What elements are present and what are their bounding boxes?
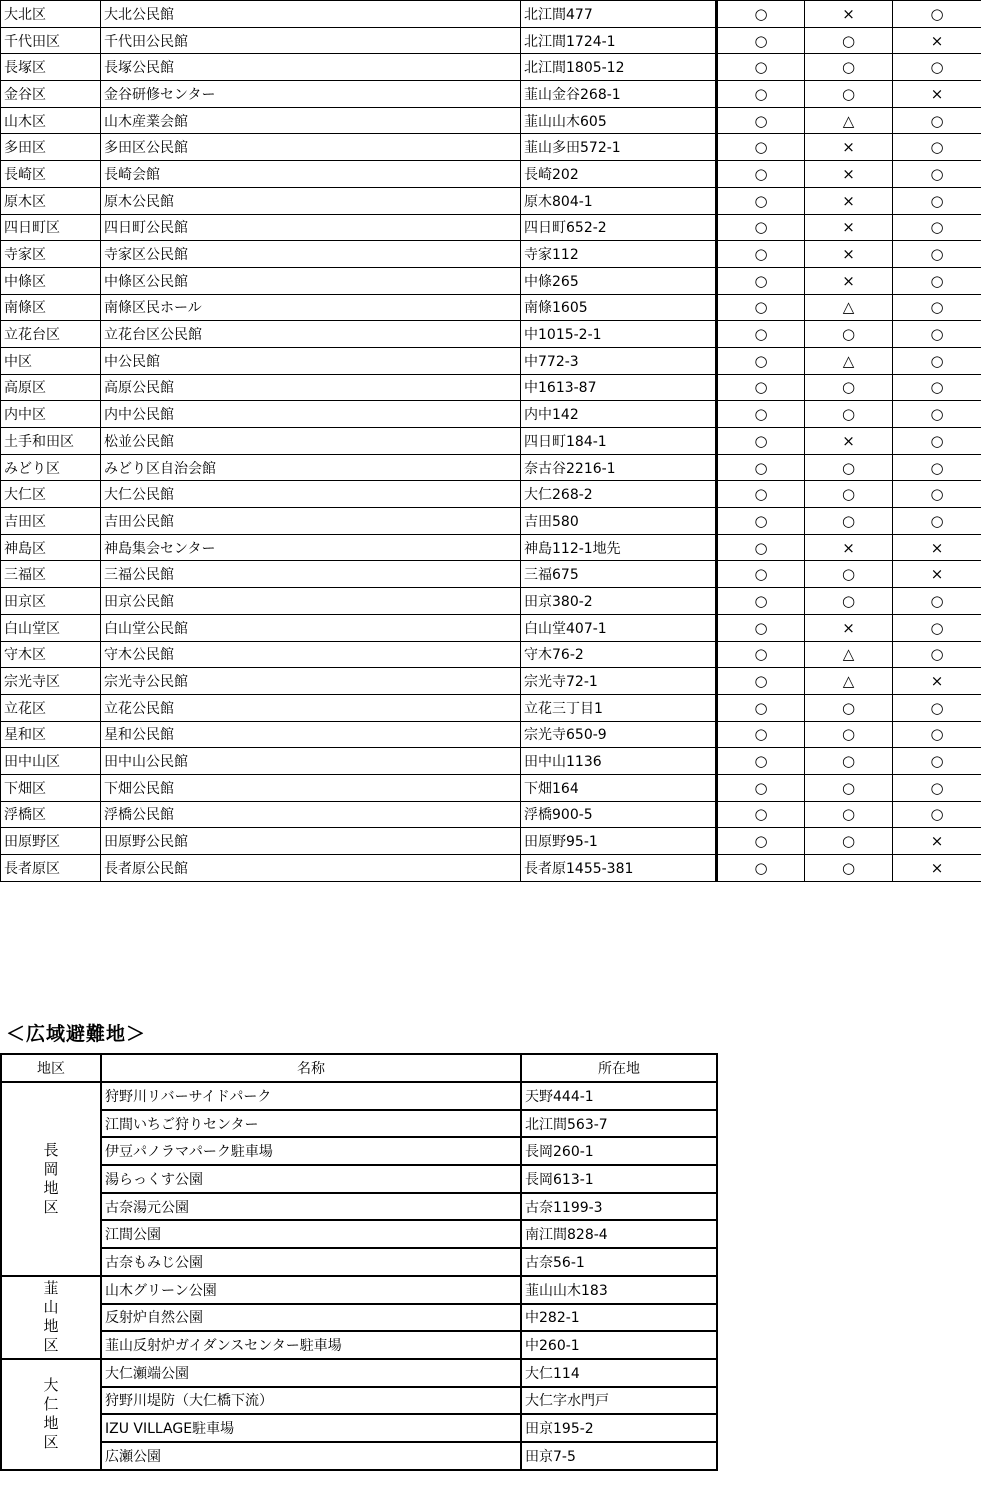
site-location-cell: 天野444-1: [521, 1082, 717, 1110]
mark-cell-2: ×: [805, 428, 893, 455]
mark-cell-3: ×: [893, 561, 981, 588]
mark-cell-1: ○: [717, 401, 805, 428]
mark-cell-3: ○: [893, 161, 981, 188]
mark-cell-2: ○: [805, 401, 893, 428]
table-row: [1, 694, 981, 721]
district-cell: 土手和田区: [1, 428, 101, 455]
mark-cell-1: ○: [717, 107, 805, 134]
address-cell: 中1015-2-1: [521, 321, 717, 348]
header-district: 地区: [1, 1054, 101, 1082]
mark-cell-2: ○: [805, 454, 893, 481]
address-cell: 宗光寺72-1: [521, 668, 717, 695]
mark-cell-1: ○: [717, 721, 805, 748]
mark-cell-2: ○: [805, 588, 893, 615]
address-cell: 神島112-1地先: [521, 534, 717, 561]
district-cell: 多田区: [1, 134, 101, 161]
facility-name-cell: 田京公民館: [101, 588, 521, 615]
mark-cell-3: ○: [893, 508, 981, 535]
facility-name-cell: 長者原公民館: [101, 855, 521, 882]
site-name-cell: IZU VILLAGE駐車場: [101, 1414, 521, 1442]
mark-cell-1: ○: [717, 347, 805, 374]
district-cell: 長崎区: [1, 161, 101, 188]
address-cell: 長崎202: [521, 161, 717, 188]
table-row: [1, 214, 981, 241]
district-cell: 田原野区: [1, 828, 101, 855]
mark-cell-1: ○: [717, 828, 805, 855]
mark-cell-3: ○: [893, 481, 981, 508]
header-location: 所在地: [521, 1054, 717, 1082]
mark-cell-1: ○: [717, 481, 805, 508]
district-label: 大仁地区: [43, 1376, 59, 1452]
mark-cell-2: ○: [805, 774, 893, 801]
mark-cell-1: ○: [717, 321, 805, 348]
mark-cell-2: ×: [805, 161, 893, 188]
address-cell: 田中山1136: [521, 748, 717, 775]
facility-name-cell: 守木公民館: [101, 641, 521, 668]
facility-name-cell: 三福公民館: [101, 561, 521, 588]
mark-cell-1: ○: [717, 508, 805, 535]
address-cell: 寺家112: [521, 241, 717, 268]
mark-cell-2: ×: [805, 134, 893, 161]
mark-cell-1: ○: [717, 588, 805, 615]
district-group-cell: [1, 1276, 101, 1359]
district-cell: 千代田区: [1, 27, 101, 54]
mark-cell-1: ○: [717, 294, 805, 321]
site-location-cell: 大仁字水門戸: [521, 1387, 717, 1415]
facility-name-cell: 長崎会館: [101, 161, 521, 188]
mark-cell-3: ○: [893, 241, 981, 268]
facility-name-cell: 原木公民館: [101, 187, 521, 214]
mark-cell-1: ○: [717, 454, 805, 481]
district-cell: 金谷区: [1, 81, 101, 108]
mark-cell-2: △: [805, 347, 893, 374]
mark-cell-2: ○: [805, 561, 893, 588]
site-location-cell: 南江間828-4: [521, 1220, 717, 1248]
mark-cell-3: ×: [893, 27, 981, 54]
mark-cell-2: △: [805, 668, 893, 695]
mark-cell-1: ○: [717, 267, 805, 294]
mark-cell-3: ○: [893, 588, 981, 615]
mark-cell-1: ○: [717, 374, 805, 401]
district-cell: 星和区: [1, 721, 101, 748]
table-row: [1, 454, 981, 481]
table-row: [1, 588, 981, 615]
mark-cell-1: ○: [717, 534, 805, 561]
mark-cell-3: ○: [893, 428, 981, 455]
mark-cell-1: ○: [717, 187, 805, 214]
table-row: [1, 1331, 717, 1359]
address-cell: 韮山多田572-1: [521, 134, 717, 161]
address-cell: 浮橋900-5: [521, 801, 717, 828]
district-cell: 中條区: [1, 267, 101, 294]
header-name: 名称: [101, 1054, 521, 1082]
table-row: [1, 1442, 717, 1470]
district-cell: 守木区: [1, 641, 101, 668]
address-cell: 北江間477: [521, 1, 717, 28]
district-label: 韮山地区: [43, 1279, 59, 1355]
district-cell: 原木区: [1, 187, 101, 214]
facility-name-cell: 内中公民館: [101, 401, 521, 428]
site-name-cell: 古奈湯元公園: [101, 1193, 521, 1221]
table-row: [1, 374, 981, 401]
mark-cell-2: ○: [805, 508, 893, 535]
mark-cell-2: ○: [805, 694, 893, 721]
mark-cell-2: ×: [805, 614, 893, 641]
site-location-cell: 長岡613-1: [521, 1165, 717, 1193]
table-row: [1, 1165, 717, 1193]
site-location-cell: 北江間563-7: [521, 1110, 717, 1138]
mark-cell-3: ○: [893, 374, 981, 401]
mark-cell-1: ○: [717, 54, 805, 81]
mark-cell-1: ○: [717, 428, 805, 455]
mark-cell-3: ○: [893, 54, 981, 81]
table-row: [1, 134, 981, 161]
address-cell: 田京380-2: [521, 588, 717, 615]
mark-cell-3: ○: [893, 641, 981, 668]
facility-name-cell: 田原野公民館: [101, 828, 521, 855]
mark-cell-1: ○: [717, 214, 805, 241]
table-row: [1, 534, 981, 561]
mark-cell-1: ○: [717, 748, 805, 775]
district-cell: 大仁区: [1, 481, 101, 508]
mark-cell-3: ○: [893, 401, 981, 428]
mark-cell-1: ○: [717, 694, 805, 721]
address-cell: 原木804-1: [521, 187, 717, 214]
mark-cell-3: ○: [893, 614, 981, 641]
table-row: [1, 1414, 717, 1442]
mark-cell-2: ×: [805, 534, 893, 561]
district-cell: 下畑区: [1, 774, 101, 801]
table-row: [1, 294, 981, 321]
mark-cell-2: ○: [805, 374, 893, 401]
mark-cell-1: ○: [717, 801, 805, 828]
table-row: [1, 27, 981, 54]
mark-cell-3: ○: [893, 321, 981, 348]
table-row: [1, 1220, 717, 1248]
table-row: [1, 161, 981, 188]
table-row: [1, 1387, 717, 1415]
table-row: [1, 855, 981, 882]
site-name-cell: 山木グリーン公園: [101, 1276, 521, 1304]
mark-cell-3: ○: [893, 294, 981, 321]
mark-cell-1: ○: [717, 614, 805, 641]
wide-area-header-row: [1, 1054, 717, 1082]
site-name-cell: 江間いちご狩りセンター: [101, 1110, 521, 1138]
address-cell: 宗光寺650-9: [521, 721, 717, 748]
address-cell: 内中142: [521, 401, 717, 428]
table-row: [1, 347, 981, 374]
address-cell: 白山堂407-1: [521, 614, 717, 641]
mark-cell-1: ○: [717, 774, 805, 801]
mark-cell-2: ○: [805, 54, 893, 81]
wide-area-table: [0, 1053, 718, 1471]
table-row: [1, 1359, 717, 1387]
table-row: [1, 1304, 717, 1332]
site-name-cell: 江間公園: [101, 1220, 521, 1248]
table-row: [1, 668, 981, 695]
district-cell: みどり区: [1, 454, 101, 481]
site-name-cell: 伊豆パノラマパーク駐車場: [101, 1137, 521, 1165]
district-label: 長岡地区: [43, 1140, 59, 1216]
shelter-table-body: [1, 1, 981, 882]
district-cell: 立花区: [1, 694, 101, 721]
mark-cell-2: ○: [805, 321, 893, 348]
site-name-cell: 狩野川リバーサイドパーク: [101, 1082, 521, 1110]
mark-cell-1: ○: [717, 241, 805, 268]
facility-name-cell: 星和公民館: [101, 721, 521, 748]
facility-name-cell: 白山堂公民館: [101, 614, 521, 641]
district-cell: 白山堂区: [1, 614, 101, 641]
table-row: [1, 508, 981, 535]
site-name-cell: 広瀬公園: [101, 1442, 521, 1470]
district-cell: 立花台区: [1, 321, 101, 348]
wide-area-table-body: [1, 1082, 717, 1470]
mark-cell-1: ○: [717, 81, 805, 108]
facility-name-cell: 千代田公民館: [101, 27, 521, 54]
site-location-cell: 古奈56-1: [521, 1248, 717, 1276]
facility-name-cell: 立花公民館: [101, 694, 521, 721]
mark-cell-1: ○: [717, 161, 805, 188]
mark-cell-2: ○: [805, 801, 893, 828]
facility-name-cell: 高原公民館: [101, 374, 521, 401]
facility-name-cell: 浮橋公民館: [101, 801, 521, 828]
district-cell: 三福区: [1, 561, 101, 588]
table-row: [1, 1082, 717, 1110]
section-title: ＜広域避難地＞: [6, 1023, 147, 1045]
mark-cell-2: ○: [805, 481, 893, 508]
mark-cell-1: ○: [717, 641, 805, 668]
mark-cell-3: ×: [893, 534, 981, 561]
table-row: [1, 1248, 717, 1276]
table-row: [1, 187, 981, 214]
facility-name-cell: 大北公民館: [101, 1, 521, 28]
facility-name-cell: 中公民館: [101, 347, 521, 374]
district-cell: 山木区: [1, 107, 101, 134]
mark-cell-3: ○: [893, 107, 981, 134]
address-cell: 田原野95-1: [521, 828, 717, 855]
district-cell: 宗光寺区: [1, 668, 101, 695]
mark-cell-3: ○: [893, 187, 981, 214]
district-cell: 高原区: [1, 374, 101, 401]
table-row: [1, 748, 981, 775]
mark-cell-2: ○: [805, 27, 893, 54]
facility-name-cell: 神島集会センター: [101, 534, 521, 561]
table-row: [1, 1, 981, 28]
mark-cell-1: ○: [717, 561, 805, 588]
site-name-cell: 狩野川堤防（大仁橋下流）: [101, 1387, 521, 1415]
facility-name-cell: 山木産業会館: [101, 107, 521, 134]
mark-cell-3: ○: [893, 748, 981, 775]
address-cell: 四日町184-1: [521, 428, 717, 455]
table-row: [1, 801, 981, 828]
district-cell: 田中山区: [1, 748, 101, 775]
address-cell: 長者原1455-381: [521, 855, 717, 882]
address-cell: 守木76-2: [521, 641, 717, 668]
mark-cell-3: ○: [893, 454, 981, 481]
table-row: [1, 54, 981, 81]
table-row: [1, 1137, 717, 1165]
table-row: [1, 641, 981, 668]
mark-cell-3: ○: [893, 347, 981, 374]
district-cell: 浮橋区: [1, 801, 101, 828]
facility-name-cell: 吉田公民館: [101, 508, 521, 535]
mark-cell-3: ○: [893, 1, 981, 28]
facility-name-cell: 寺家区公民館: [101, 241, 521, 268]
table-row: [1, 1193, 717, 1221]
district-group-cell: [1, 1082, 101, 1276]
district-cell: 大北区: [1, 1, 101, 28]
district-cell: 中区: [1, 347, 101, 374]
district-cell: 神島区: [1, 534, 101, 561]
facility-name-cell: 南條区民ホール: [101, 294, 521, 321]
mark-cell-2: ×: [805, 214, 893, 241]
table-row: [1, 481, 981, 508]
address-cell: 三福675: [521, 561, 717, 588]
facility-name-cell: 四日町公民館: [101, 214, 521, 241]
address-cell: 下畑164: [521, 774, 717, 801]
mark-cell-1: ○: [717, 27, 805, 54]
mark-cell-3: ○: [893, 214, 981, 241]
address-cell: 立花三丁目1: [521, 694, 717, 721]
address-cell: 四日町652-2: [521, 214, 717, 241]
district-cell: 内中区: [1, 401, 101, 428]
table-row: [1, 401, 981, 428]
mark-cell-3: ○: [893, 721, 981, 748]
mark-cell-1: ○: [717, 855, 805, 882]
district-group-cell: [1, 1359, 101, 1470]
site-name-cell: 韮山反射炉ガイダンスセンター駐車場: [101, 1331, 521, 1359]
district-cell: 長塚区: [1, 54, 101, 81]
facility-name-cell: 長塚公民館: [101, 54, 521, 81]
table-row: [1, 267, 981, 294]
site-location-cell: 中282-1: [521, 1304, 717, 1332]
mark-cell-2: ×: [805, 267, 893, 294]
address-cell: 南條1605: [521, 294, 717, 321]
site-location-cell: 韮山山木183: [521, 1276, 717, 1304]
address-cell: 吉田580: [521, 508, 717, 535]
mark-cell-1: ○: [717, 1, 805, 28]
mark-cell-2: ×: [805, 241, 893, 268]
table-row: [1, 561, 981, 588]
site-name-cell: 湯らっくす公園: [101, 1165, 521, 1193]
facility-name-cell: 大仁公民館: [101, 481, 521, 508]
address-cell: 大仁268-2: [521, 481, 717, 508]
district-cell: 田京区: [1, 588, 101, 615]
facility-name-cell: 宗光寺公民館: [101, 668, 521, 695]
site-location-cell: 中260-1: [521, 1331, 717, 1359]
facility-name-cell: 多田区公民館: [101, 134, 521, 161]
mark-cell-3: ○: [893, 801, 981, 828]
district-cell: 南條区: [1, 294, 101, 321]
address-cell: 中772-3: [521, 347, 717, 374]
table-row: [1, 1110, 717, 1138]
address-cell: 北江間1724-1: [521, 27, 717, 54]
site-name-cell: 大仁瀬端公園: [101, 1359, 521, 1387]
site-location-cell: 田京195-2: [521, 1414, 717, 1442]
site-location-cell: 古奈1199-3: [521, 1193, 717, 1221]
table-row: [1, 241, 981, 268]
mark-cell-3: ○: [893, 134, 981, 161]
table-row: [1, 721, 981, 748]
mark-cell-1: ○: [717, 668, 805, 695]
site-name-cell: 反射炉自然公園: [101, 1304, 521, 1332]
mark-cell-2: △: [805, 294, 893, 321]
mark-cell-3: ×: [893, 668, 981, 695]
mark-cell-2: ○: [805, 748, 893, 775]
mark-cell-3: ○: [893, 694, 981, 721]
address-cell: 奈古谷2216-1: [521, 454, 717, 481]
facility-name-cell: 松並公民館: [101, 428, 521, 455]
address-cell: 中條265: [521, 267, 717, 294]
mark-cell-3: ×: [893, 855, 981, 882]
mark-cell-3: ○: [893, 267, 981, 294]
facility-name-cell: みどり区自治会館: [101, 454, 521, 481]
facility-name-cell: 金谷研修センター: [101, 81, 521, 108]
mark-cell-3: ×: [893, 828, 981, 855]
mark-cell-2: △: [805, 641, 893, 668]
site-name-cell: 古奈もみじ公園: [101, 1248, 521, 1276]
district-cell: 寺家区: [1, 241, 101, 268]
table-row: [1, 428, 981, 455]
mark-cell-2: ○: [805, 721, 893, 748]
facility-name-cell: 中條区公民館: [101, 267, 521, 294]
mark-cell-3: ×: [893, 81, 981, 108]
mark-cell-3: ○: [893, 774, 981, 801]
table-row: [1, 107, 981, 134]
address-cell: 韮山金谷268-1: [521, 81, 717, 108]
table-row: [1, 614, 981, 641]
table-row: [1, 81, 981, 108]
mark-cell-2: ○: [805, 828, 893, 855]
mark-cell-2: ○: [805, 81, 893, 108]
address-cell: 韮山山木605: [521, 107, 717, 134]
facility-name-cell: 立花台区公民館: [101, 321, 521, 348]
mark-cell-1: ○: [717, 134, 805, 161]
table-row: [1, 774, 981, 801]
facility-name-cell: 下畑公民館: [101, 774, 521, 801]
district-cell: 四日町区: [1, 214, 101, 241]
table-row: [1, 321, 981, 348]
facility-name-cell: 田中山公民館: [101, 748, 521, 775]
site-location-cell: 大仁114: [521, 1359, 717, 1387]
address-cell: 中1613-87: [521, 374, 717, 401]
mark-cell-2: ×: [805, 187, 893, 214]
site-location-cell: 田京7-5: [521, 1442, 717, 1470]
table-row: [1, 828, 981, 855]
mark-cell-2: △: [805, 107, 893, 134]
mark-cell-2: ×: [805, 1, 893, 28]
site-location-cell: 長岡260-1: [521, 1137, 717, 1165]
district-cell: 長者原区: [1, 855, 101, 882]
mark-cell-2: ○: [805, 855, 893, 882]
district-cell: 吉田区: [1, 508, 101, 535]
table-row: [1, 1276, 717, 1304]
address-cell: 北江間1805-12: [521, 54, 717, 81]
